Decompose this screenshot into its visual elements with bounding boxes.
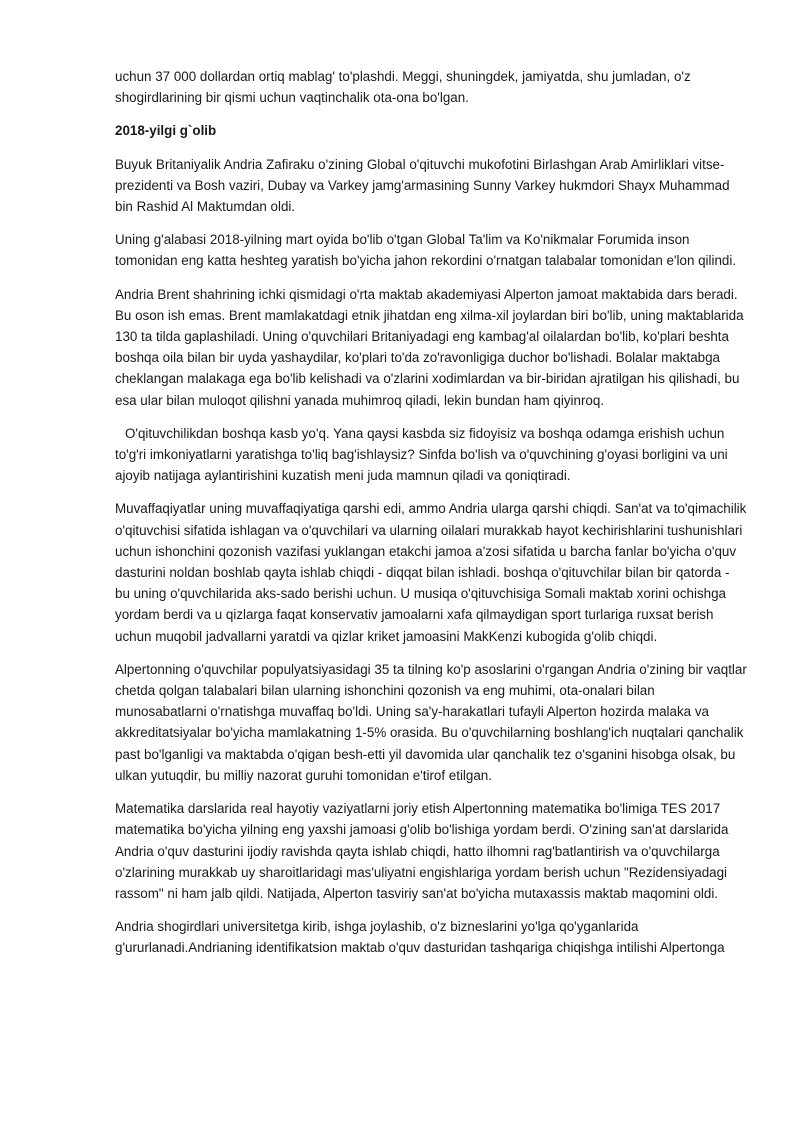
paragraph: Buyuk Britaniyalik Andria Zafiraku o'zining Global o'qituvchi mukofotini Birlashgan Arab Amirliklari vitse-prezidenti va Bosh vaziri, Dubay va Varkey jamg'armasining Sunny Varkey hukmdori Shayx Muhammad bin Rashid Al Maktumdan oldi. — [115, 156, 730, 215]
paragraph: Uning g'alabasi 2018-yilning mart oyida bo'lib o'tgan Global Ta'lim va Ko'nikmalar Forumida inson tomonidan eng katta heshteg yaratish bo'yicha jahon rekordini o'rnatgan talabalar tomonidan e'lon qilindi. — [115, 232, 737, 269]
document-page — [115, 66, 747, 971]
paragraph: Muvaffaqiyatlar uning muvaffaqiyatiga qarshi edi, ammo Andria ularga qarshi chiqdi. San'at va to'qimachilik o'qituvchisi sifatida ishlagan va o'quvchilari va ularning oilalari murakkab hayot kechirishlarini tushunishlari uchun ishonchini qozonish vazifasi yuklangan etakchi jamoa a'zosi sifatida u barcha fanlar bo'yicha o'quv dasturini noldan boshlab qayta ishlab chiqdi - diqqat bilan ishladi. boshqa o'qituvchilar bilan bir qatorda - bu uning o'quvchilarida aks-sado berishi uchun. U musiqa o'qituvchisiga Somali maktab xorini ochishga yordam berdi va u qizlarga faqat konservativ jamoalarni xafa qilmaydigan sport turlariga ruxsat berish uchun muqobil jadvallarni yaratdi va qizlar kriket jamoasini MakKenzi kubogida g'olib chiqdi. — [115, 501, 747, 644]
section-heading: 2018-yilgi g`olib — [115, 123, 217, 139]
paragraph: Matematika darslarida real hayotiy vaziyatlarni joriy etish Alpertonning matematika bo'limiga TES 2017 matematika bo'yicha yilning eng yaxshi jamoasi g'olib bo'lishiga yordam berdi. O'zining san'at darslarida Andria o'quv dasturini ijodiy ravishda qayta ishlab chiqdi, hatto ilhomni rag'batlantirish va o'quvchilarga o'zlarining murakkab uy sharoitlaridagi mas'uliyatni engishlariga yordam berish uchun "Rezidensiyadagi rassom" ni ham jalb qildi. Natijada, Alperton tasviriy san'at bo'yicha mutaxassis maktab maqomini oldi. — [115, 801, 729, 901]
quote-paragraph: O'qituvchilikdan boshqa kasb yo'q. Yana qaysi kasbda siz fidoyisiz va boshqa odamga erishish uchun to'g'ri imkoniyatlarni yaratishga to'liq bag'ishlaysiz? Sinfda bo'lish va o'quvchining g'oyasi borligini va uni ajoyib natijaga aylantirishini kuzatish meni juda mamnun qiladi va qoniqtiradi. — [115, 425, 728, 484]
paragraph: Alpertonning o'quvchilar populyatsiyasidagi 35 ta tilning ko'p asoslarini o'rgangan Andria o'zining bir vaqtlar chetda qolgan talabalari bilan ularning ishonchini qozonish va eng muhimi, ota-onalari bilan munosabatlarni o'rnatishga muvaffaq bo'ldi. Uning sa'y-harakatlari tufayli Alperton hozirda malaka va akkreditatsiyalar bo'yicha mamlakatning 1-5% orasida. Bu o'quvchilarning boshlang'ich nuqtalari qanchalik past bo'lganligi va maktabda o'qigan besh-etti yil davomida ular qanchalik tez o'sganini hisobga olsak, bu ulkan yutuqdir, bu milliy nazorat guruhi tomonidan e'tirof etilgan. — [115, 661, 747, 783]
paragraph-continuation: uchun 37 000 dollardan ortiq mablag' to'plashdi. Meggi, shuningdek, jamiyatda, shu jumladan, o'z shogirdlarining bir qismi uchun vaqtinchalik ota-ona bo'lgan. — [115, 69, 691, 106]
paragraph: Andria shogirdlari universitetga kirib, ishga joylashib, o'z bizneslarini yo'lga qo'yganlarida g'ururlanadi.Andrianing identifikatsion maktab o'quv dasturidan tashqariga chiqishga intilishi Alpertonga — [115, 919, 725, 956]
paragraph: Andria Brent shahrining ichki qismidagi o'rta maktab akademiyasi Alperton jamoat maktabida dars beradi. Bu oson ish emas. Brent mamlakatdagi etnik jihatdan eng xilma-xil joylardan biri bo'lib, uning maktablarida 130 ta tilda gaplashiladi. Uning o'quvchilari Britaniyadagi eng kambag'al oilalardan bo'lib, ko'plari beshta boshqa oila bilan bir uyda yashaydilar, ko'plari to'da zo'ravonligiga duchor bo'lishadi. Bolalar maktabga cheklangan malakaga ega bo'lib kelishadi va o'zlarini xodimlardan va bir-biridan ajratilgan his qilishadi, bu esa ular bilan muloqot qilishni yanada muhimroq qiladi, lekin bundan ham qiyinroq. — [115, 286, 744, 408]
